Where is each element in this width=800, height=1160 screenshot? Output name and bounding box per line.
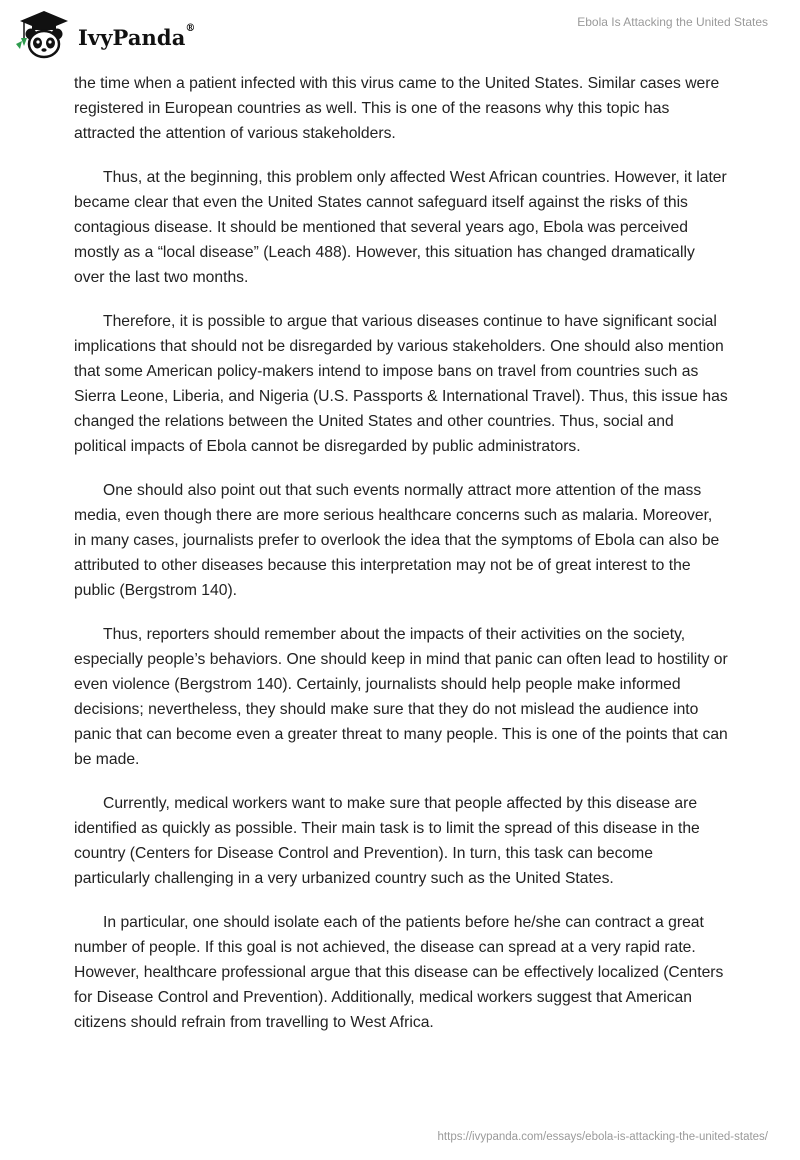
paragraph-5: Thus, reporters should remember about the impacts of their activities on the society, especially people’s behaviors. One should keep in mind that panic can often lead to hostility or even violence (Bergstrom 140). Certainly, journalists should help people make informed decisions; nevertheless, they should make sure that they do not mislead the audience into panic that can become even a greater threat to many people. This is one of the points that can be made. bbox=[74, 626, 728, 768]
document-title: Ebola Is Attacking the United States bbox=[577, 15, 768, 29]
paragraph-3: Therefore, it is possible to argue that various diseases continue to have significant social implications that should not be disregarded by various stakeholders. One should also mention that some American policy-makers intend to impose bans on travel from countries such as Sierra Leone, Liberia, and Nigeria (U.S. Passports & International Travel). Thus, this issue has changed the relations between the United States and other countries. Thus, social and political impacts of Ebola cannot be disregarded by public administrators. bbox=[74, 313, 728, 455]
brand-name: IvyPanda® bbox=[78, 22, 196, 50]
paragraph-1: the time when a patient infected with this virus came to the United States. Similar cases were registered in European countries as well. This is one of the reasons why this topic has attracted the attention of various stakeholders. bbox=[74, 75, 720, 142]
paragraph-2: Thus, at the beginning, this problem only affected West African countries. However, it later became clear that even the United States cannot safeguard itself against the risks of this contagious disease. It should be mentioned that several years ago, Ebola was perceived mostly as a “local disease” (Leach 488). However, this situation has changed dramatically over the last two months. bbox=[74, 169, 727, 286]
brand-logo[interactable] bbox=[14, 8, 196, 60]
panda-graduate-icon bbox=[14, 8, 74, 60]
paragraph-6: Currently, medical workers want to make sure that people affected by this disease are identified as quickly as possible. Their main task is to limit the spread of this disease in the country (Centers for Disease Control and Prevention). In turn, this task can become particularly challenging in a very urbanized country such as the United States. bbox=[74, 795, 700, 887]
paragraph-4: One should also point out that such events normally attract more attention of the mass media, even though there are more serious healthcare concerns such as malaria. Moreover, in many cases, journalists prefer to overlook the idea that the symptoms of Ebola can also be attributed to other diseases because this interpretation may not be of great interest to the public (Bergstrom 140). bbox=[74, 482, 720, 599]
source-url-link[interactable]: https://ivypanda.com/essays/ebola-is-attacking-the-united-states/ bbox=[437, 1131, 768, 1143]
essay-body bbox=[74, 71, 728, 1054]
page-header bbox=[0, 0, 800, 72]
registered-mark: ® bbox=[185, 22, 196, 34]
paragraph-7: In particular, one should isolate each of the patients before he/she can contract a great number of people. If this goal is not achieved, the disease can spread at a very rapid rate. However, healthcare professional argue that this disease can be effectively localized (Centers for Disease Control and Prevention). Additionally, medical workers suggest that American citizens should refrain from travelling to West Africa. bbox=[74, 914, 724, 1031]
